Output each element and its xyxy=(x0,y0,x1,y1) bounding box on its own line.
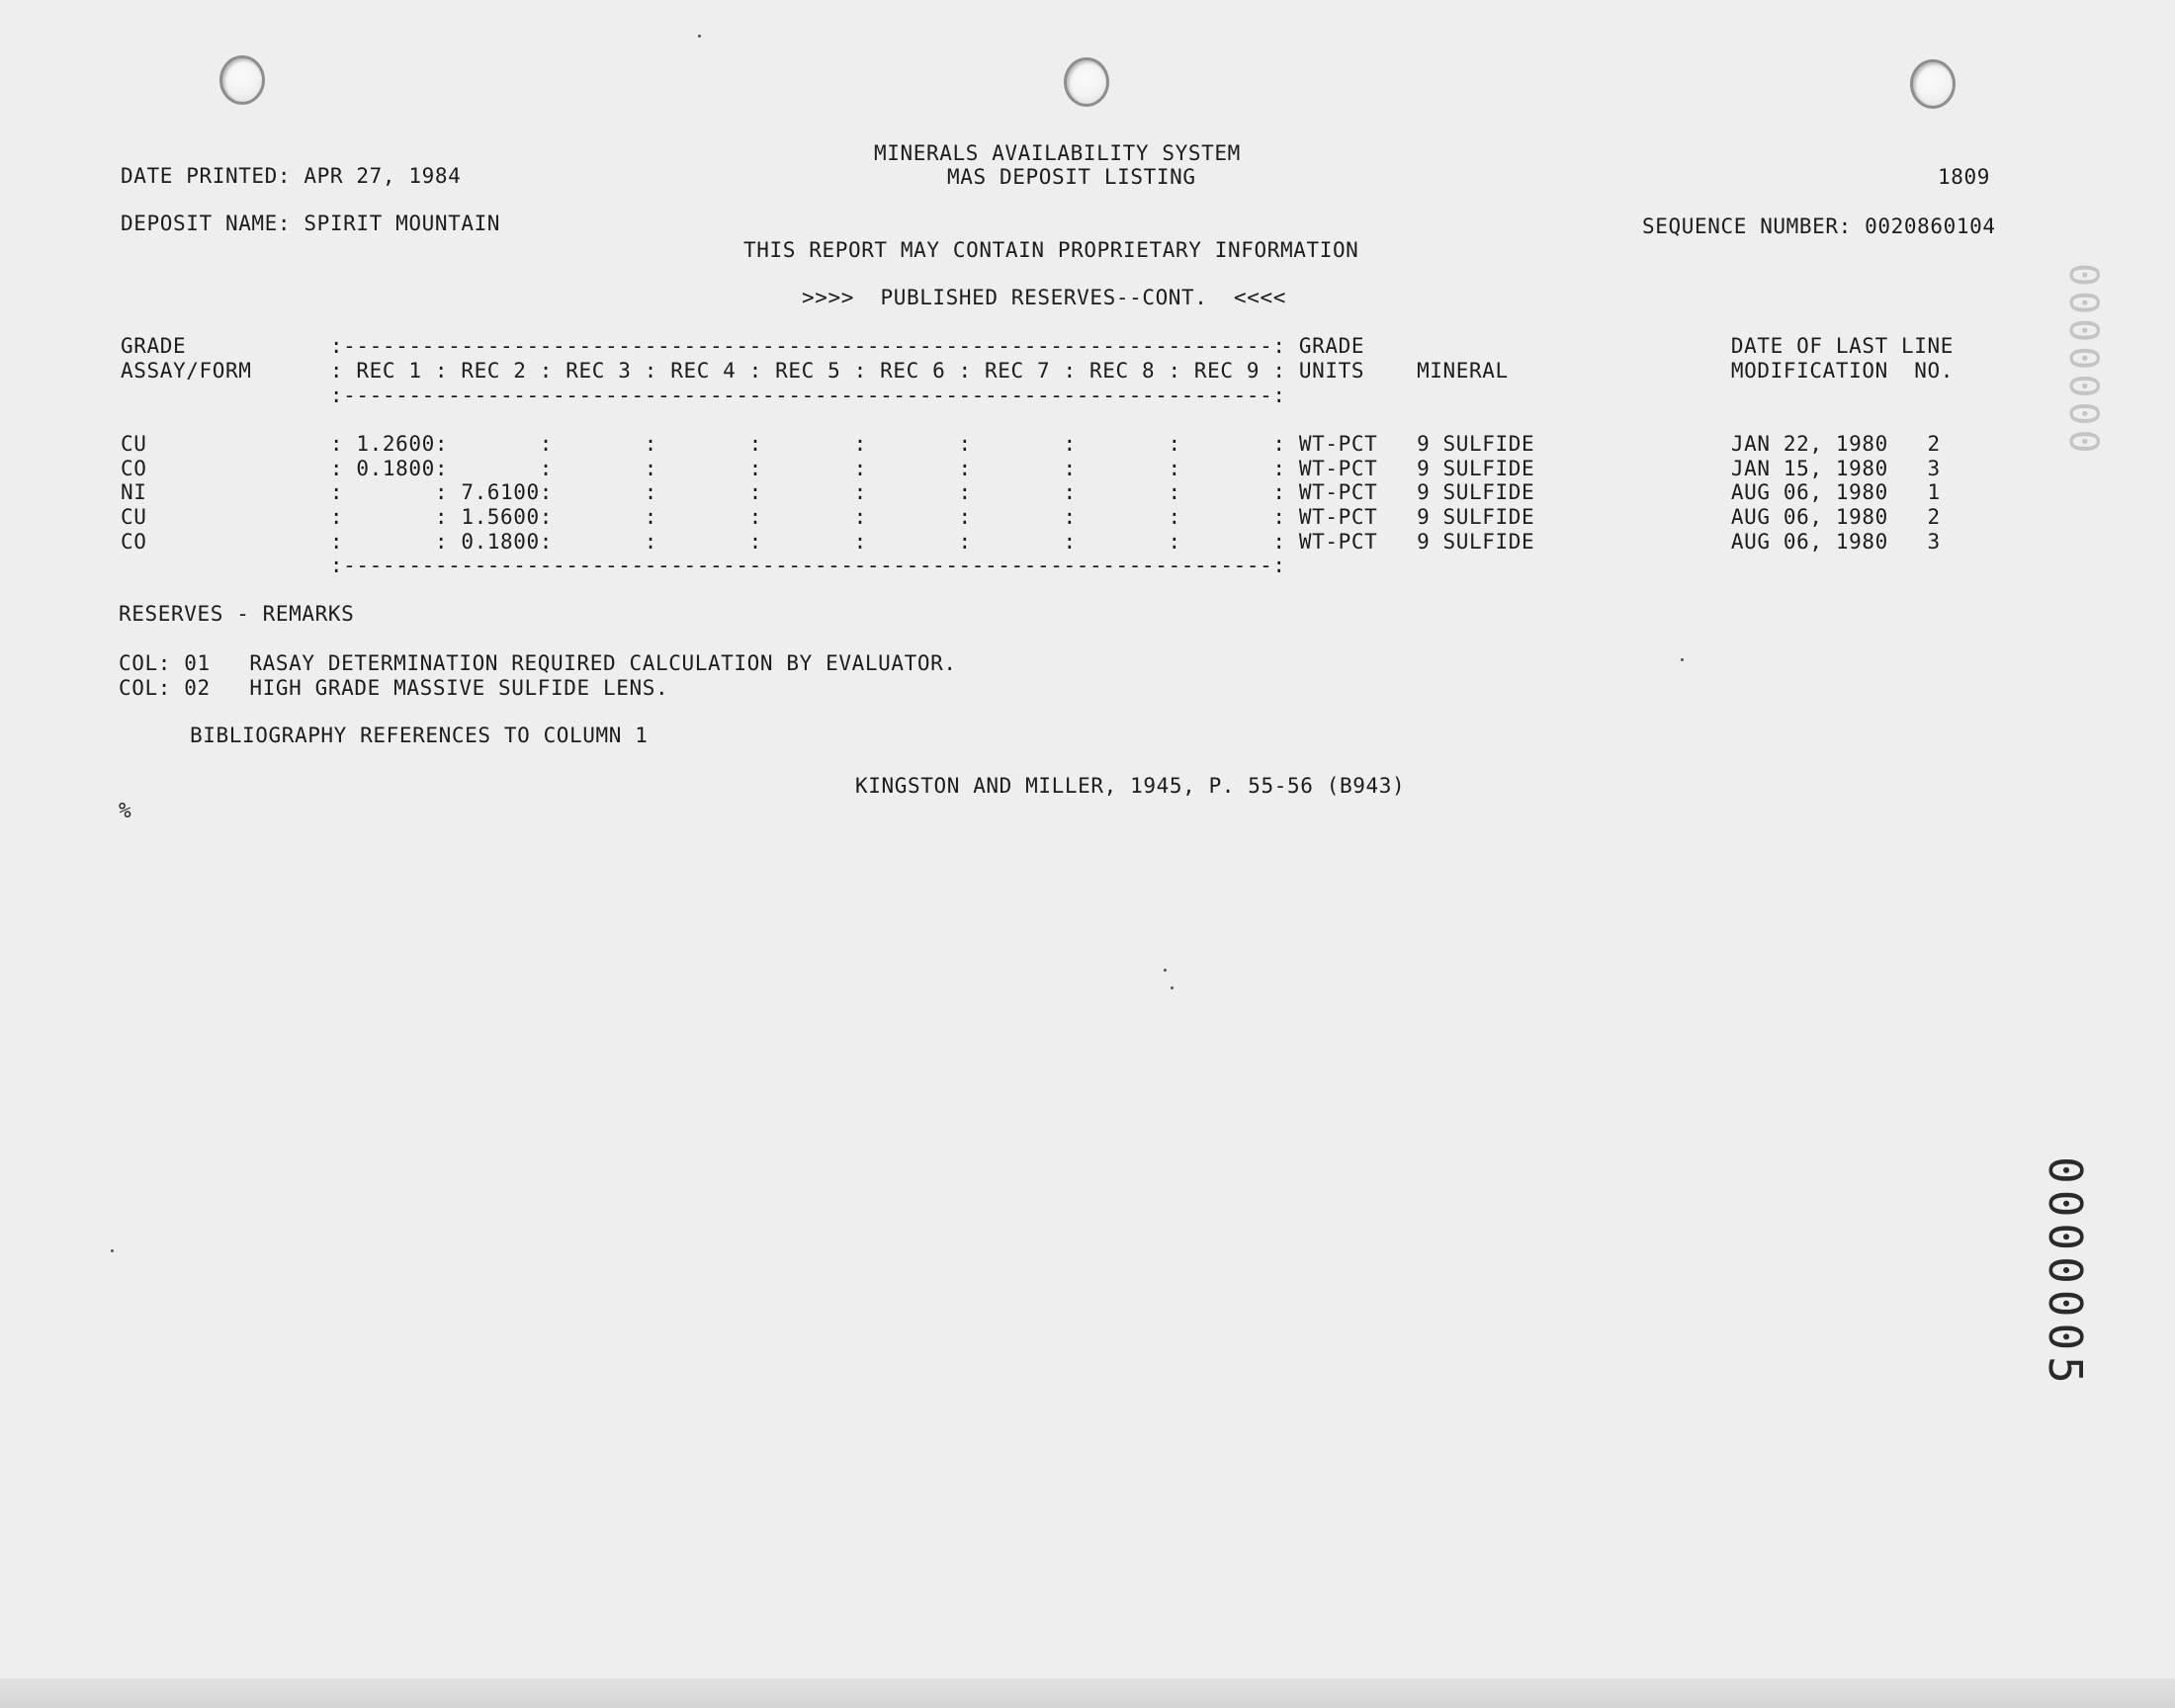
table-row: CU : : 1.5600: : : : : : : : WT-PCT 9 SULFIDE AUG 06, 1980 2 xyxy=(121,505,1941,529)
sequence-number: SEQUENCE NUMBER: 0020860104 xyxy=(1642,214,1996,238)
paper-speck xyxy=(1164,969,1167,972)
table-header-line-3: :-----------------------------------------------------------------------: xyxy=(121,384,1286,407)
section-title: >>>> PUBLISHED RESERVES--CONT. <<<< xyxy=(802,286,1286,309)
end-mark: % xyxy=(119,799,132,822)
table-header-line-1: GRADE :-----------------------------------------------------------------------: GRADE DATE OF LAST LINE xyxy=(121,334,1955,358)
punch-hole-right xyxy=(1910,59,1956,109)
remarks-title: RESERVES - REMARKS xyxy=(119,602,355,626)
paper-speck xyxy=(111,1249,114,1252)
punch-hole-center xyxy=(1064,57,1109,107)
table-row: CO : 0.1800: : : : : : : : : WT-PCT 9 SULFIDE JAN 15, 1980 3 xyxy=(121,457,1941,480)
proprietary-notice: THIS REPORT MAY CONTAIN PROPRIETARY INFORMATION xyxy=(743,238,1359,262)
table-footer-line: :-----------------------------------------------------------------------: xyxy=(121,554,1286,577)
table-row: CO : : 0.1800: : : : : : : : WT-PCT 9 SULFIDE AUG 06, 1980 3 xyxy=(121,530,1941,554)
bibliography-reference: KINGSTON AND MILLER, 1945, P. 55-56 (B943) xyxy=(855,774,1406,798)
table-row: NI : : 7.6100: : : : : : : : WT-PCT 9 SULFIDE AUG 06, 1980 1 xyxy=(121,480,1941,504)
deposit-name: DEPOSIT NAME: SPIRIT MOUNTAIN xyxy=(121,212,501,235)
page-number: 1809 xyxy=(1938,165,1990,189)
remark-line: COL: 01 RASAY DETERMINATION REQUIRED CALCULATION BY EVALUATOR. xyxy=(119,651,957,675)
ghost-frame-stamp: 0000000 xyxy=(2060,263,2106,458)
frame-number-stamp: 0000005 xyxy=(2039,1156,2092,1390)
scanner-edge xyxy=(0,1678,2175,1708)
system-title: MINERALS AVAILABILITY SYSTEM xyxy=(874,141,1241,165)
table-row: CU : 1.2600: : : : : : : : : WT-PCT 9 SULFIDE JAN 22, 1980 2 xyxy=(121,432,1941,456)
paper-speck xyxy=(698,35,701,38)
bibliography-title: BIBLIOGRAPHY REFERENCES TO COLUMN 1 xyxy=(190,724,649,747)
table-header-line-2: ASSAY/FORM : REC 1 : REC 2 : REC 3 : REC 4 : REC 5 : REC 6 : REC 7 : REC 8 : REC 9 : UNITS MINERAL MODIFICATION NO. xyxy=(121,359,1955,383)
remark-line: COL: 02 HIGH GRADE MASSIVE SULFIDE LENS. xyxy=(119,676,669,700)
punch-hole-left xyxy=(219,55,265,105)
date-printed: DATE PRINTED: APR 27, 1984 xyxy=(121,164,462,188)
paper-speck xyxy=(1681,658,1684,661)
paper-speck xyxy=(1171,986,1174,989)
listing-title: MAS DEPOSIT LISTING xyxy=(947,165,1196,189)
